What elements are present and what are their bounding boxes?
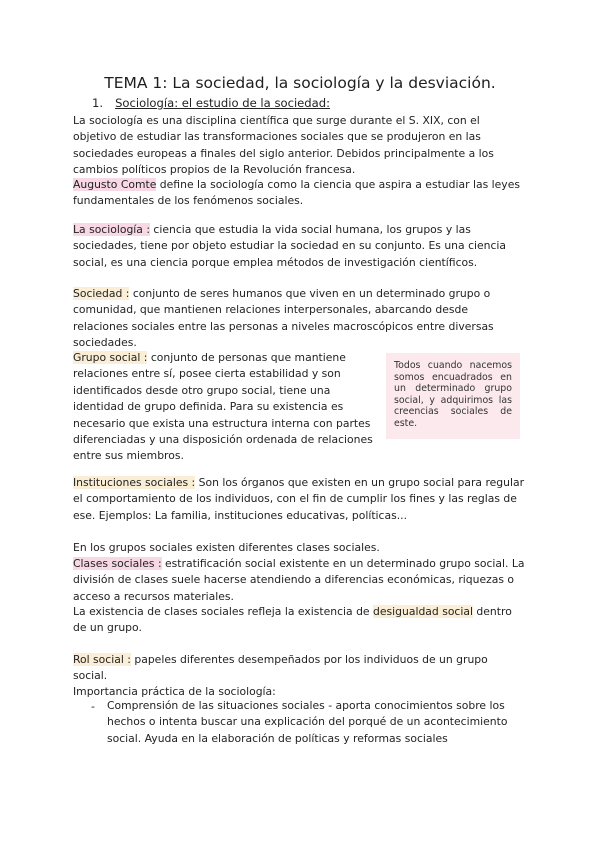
clases-paragraph — [73, 556, 525, 605]
instituciones-term: Instituciones sociales : — [73, 476, 196, 489]
section-heading — [92, 96, 330, 110]
rol-paragraph — [73, 652, 525, 685]
desigualdad-after: dentro de un grupo. — [73, 605, 512, 635]
rol-text: papeles diferentes desempeñados por los individuos de un grupo social. — [73, 653, 488, 683]
rol-term: Rol social : — [73, 653, 131, 666]
bullet-item: Comprensión de las situaciones sociales - aporta conocimientos sobre los hechos o intenta buscar una explicación del porqué de un acontecimiento social. Ayuda en la elaboración de políticas y reformas sociales — [107, 699, 508, 745]
clases-term: Clases sociales : — [73, 557, 162, 570]
sociedad-paragraph — [73, 286, 525, 352]
section-title: Sociología: el estudio de la sociedad: — [115, 96, 331, 110]
sociologia-text: ciencia que estudia la vida social humana, los grupos y las sociedades, tiene por objeto estudiar la sociedad en su conjunto. Es una ciencia social, es una ciencia porque emplea métodos de investigación científicos. — [73, 223, 507, 269]
comte-text: define la sociología como la ciencia que aspira a estudiar las leyes fundamentales de los fenómenos sociales. — [73, 178, 520, 208]
side-note: Todos cuando nacemos somos encuadrados en un determinado grupo social, y adquirimos las creencias sociales de este. — [386, 353, 520, 439]
grupo-social-term: Grupo social : — [73, 351, 148, 364]
desigualdad-paragraph — [73, 604, 525, 637]
sociologia-paragraph — [73, 222, 525, 271]
instituciones-paragraph — [73, 475, 525, 524]
sociedad-term: Sociedad : — [73, 287, 130, 300]
grupo-social-paragraph — [73, 350, 373, 465]
desigualdad-term: desigualdad social — [373, 605, 473, 618]
sociologia-term: La sociología : — [73, 223, 150, 236]
clases-intro: En los grupos sociales existen diferentes clases sociales. — [73, 541, 380, 554]
grupo-social-text: conjunto de personas que mantiene relaciones entre sí, posee cierta estabilidad y son identificados desde otro grupo social, tiene una identidad de grupo definida. Para su existencia es necesario que exista una estructura interna con partes diferenciadas y una disposición ordenada de relaciones entre sus miembros. — [73, 351, 373, 463]
page-title: TEMA 1: La sociedad, la sociología y la desviación. — [104, 74, 496, 92]
clases-text: estratificación social existente en un determinado grupo social. La división de clases suele hacerse atendiendo a diferencias económicas, riquezas o acceso a recursos materiales. — [73, 557, 525, 603]
comte-paragraph — [73, 177, 525, 210]
intro-paragraph: La sociología es una disciplina científica que surge durante el S. XIX, con el objetivo de estudiar las transformaciones sociales que se produjeron en las sociedades europeas a finales del siglo anterior. Debidos principalmente a los cambios políticos propios de la Revolución francesa. — [73, 114, 494, 177]
bullet-marker: - — [91, 700, 95, 713]
importancia-title: Importancia práctica de la sociología: — [73, 685, 276, 698]
desigualdad-before: La existencia de clases sociales refleja la existencia de — [73, 605, 374, 618]
comte-term: Augusto Comte — [73, 178, 157, 191]
instituciones-text: Son los órganos que existen en un grupo social para regular el comportamiento de los individuos, con el fin de cumplir los fines y las reglas de ese. Ejemplos: La familia, instituciones educativas, políticas... — [73, 476, 525, 522]
section-number: 1. — [92, 96, 104, 110]
sociedad-text: conjunto de seres humanos que viven en un determinado grupo o comunidad, que mantienen relaciones interpersonales, abarcando desde relaciones sociales entre las personas a niveles macroscópicos entre diversas sociedades. — [73, 287, 494, 350]
